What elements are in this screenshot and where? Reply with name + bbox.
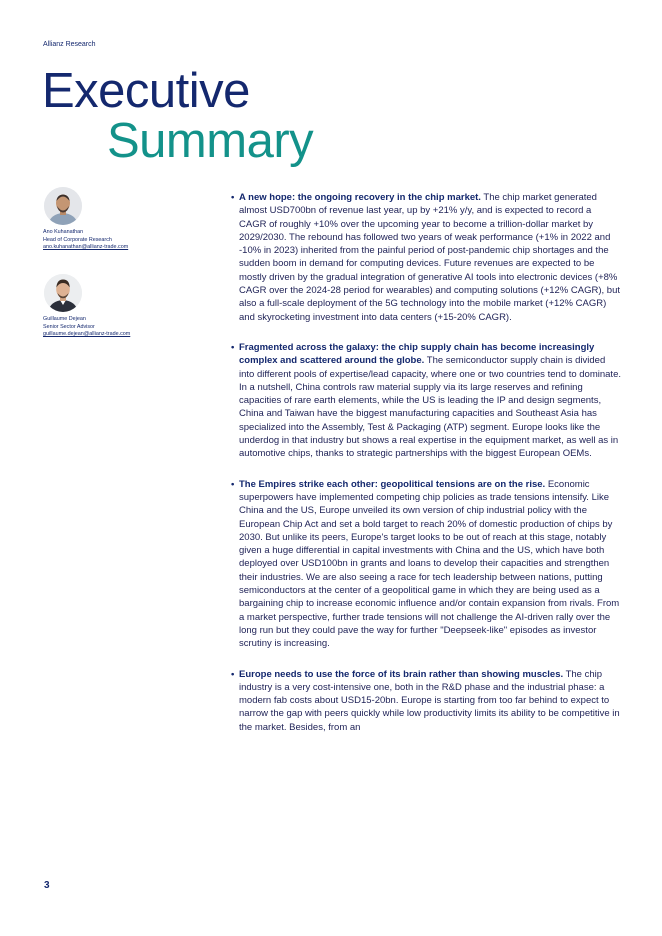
summary-bullet (231, 341, 621, 461)
author-photo-2 (44, 274, 82, 312)
author-1-name: Ano Kuhanathan (43, 229, 84, 235)
bullet-heading: The Empires strike each other: geopolitical tensions are on the rise. (239, 478, 546, 490)
bullet-body: Economic superpowers have implemented competing chip policies as trade tensions intensify. Like China and the US, Europe unveiled its own version of chip industrial policy with the European Chip Act and set a bold target to reach 20% of domestic production of chips by 2030. But unlike its peers, Europe's target looks to be out of reach at this stage, notably given a huge differential in capital investments with China and the US, which have both deployed over USD100bn in grants and loans to develop their capacities and strengthen their industries. We are also seeing a race for tech leadership between nations, putting semiconductors at the center of a geopolitical game in which they are being used as a bargaining chip to increase economic influence and/or contain expansion from rivals. From a market perspective, further trade tensions will not challenge the AI-driven rally over the long run but they could pave the way for further "Deepseek-like" episodes as investor scrutiny is increasing. (239, 478, 620, 650)
author-1-email-link[interactable]: ano.kuhanathan@allianz-trade.com (43, 244, 129, 251)
bullet-body: The semiconductor supply chain is divided into different pools of expertise/lead capacity, where one or two countries tend to dominate. In a nutshell, China controls raw material supply via its large reserves and refining capacities of rare earth elements, while the US is leading the IP and design segments, China and Taiwan have the biggest manufacturing capacities and Southeast Asia has specialized into the Assembly, Test & Packaging (ATP) segment. Europe looks like the underdog in that industry but shows a real expertise in the equipment market, as well as in automotive chips, thanks to strategic partnerships with the biggest European OEMs. (239, 355, 621, 460)
bullet-body: The chip industry is a very cost-intensive one, both in the R&D phase and the industrial phase: a modern fab costs about USD15-20bn. Europe is starting from too far behind to expect to narrow the gap with peers quickly while low productivity limits its ability to be competitive in the market. Besides, from an (239, 668, 620, 733)
author-1-role: Head of Corporate Research (43, 236, 112, 243)
bullet-marker: • (231, 341, 235, 353)
bullet-heading: A new hope: the ongoing recovery in the chip market. (239, 192, 481, 203)
executive-summary-content (231, 191, 621, 751)
bullet-heading: Europe needs to use the force of its brain rather than showing muscles. (239, 668, 564, 680)
author-1 (43, 229, 203, 252)
author-2-name: Guillaume Dejean (43, 316, 86, 322)
page-number: 3 (44, 880, 50, 891)
summary-bullet (231, 478, 621, 651)
summary-bullet (231, 668, 621, 734)
page-title-line2: Summary (107, 114, 314, 168)
author-2-email-link[interactable]: guillaume.dejean@allianz-trade.com (43, 331, 131, 338)
bullet-heading: Fragmented across the galaxy: the chip supply chain has become increasingly complex and scattered around the globe. (239, 341, 595, 367)
brand-label: Allianz Research (43, 41, 96, 48)
bullet-marker: • (231, 478, 235, 490)
author-photo-1 (44, 187, 82, 225)
page-title-line1: Executive (42, 64, 250, 118)
bullet-marker: • (231, 668, 235, 680)
author-2-role: Senior Sector Advisor (43, 323, 95, 330)
summary-bullet (231, 191, 621, 324)
bullet-body: The chip market generated almost USD700bn of revenue last year, up by +21% y/y, and is expected to record a CAGR of roughly +10% over the upcoming year to become a trillion-dollar market by 2029/2030. The rebound has followed two years of weak performance (+1% in 2022 and -10% in 2023) inherited from the painful period of post-pandemic chip shortages and the sudden boom in demand for computing devices. Future revenues are expected to be mostly driven by the gradual integration of generative AI tools into electronic devices (+8% CAGR over the 2024-28 period for wearables) and computing solutions (+12% CAGR), but also a full-scale deployment of the 5G technology into the mobile market (+12% CAGR) and skyrocketing investment into data centers (+15-20% CAGR). (239, 192, 620, 323)
author-2 (43, 316, 203, 339)
bullet-marker: • (231, 192, 235, 203)
